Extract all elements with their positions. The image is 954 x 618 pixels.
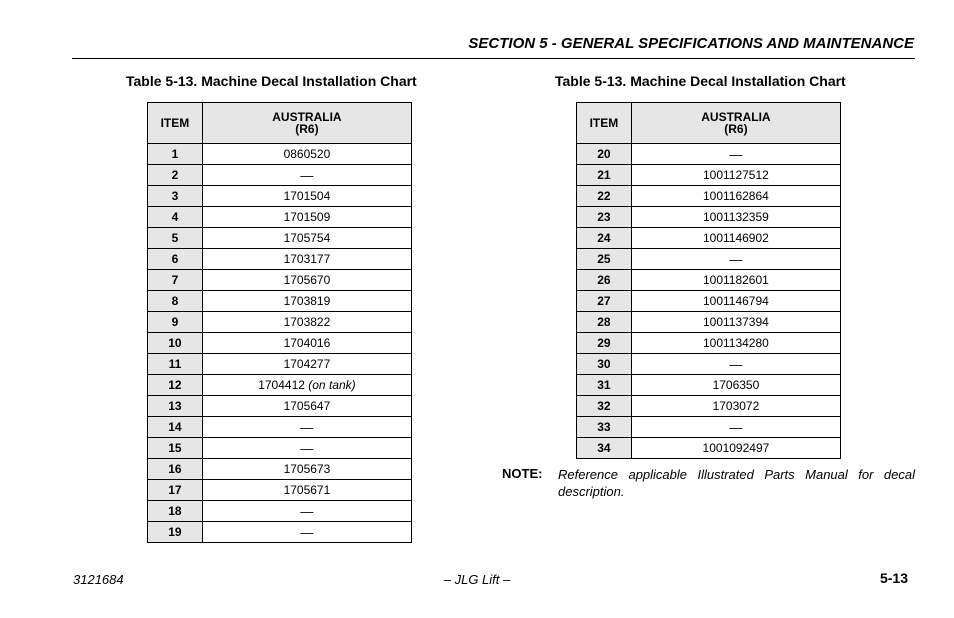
column-header-australia-line2: (R6) [295,122,319,136]
table-row [148,291,412,312]
part-number: 1706350 [712,378,760,392]
item-number-cell: 14 [148,417,203,438]
table-row [577,396,841,417]
part-number-cell [631,417,840,438]
part-number-cell [202,144,411,165]
part-number-cell [631,291,840,312]
part-number-cell [202,396,411,417]
part-number-cell [202,165,411,186]
item-number-cell: 21 [577,165,632,186]
note-label: NOTE: [502,466,543,481]
part-number-cell [202,459,411,480]
part-number: 1705647 [283,399,331,413]
table-row [148,228,412,249]
part-number: 1704277 [283,357,331,371]
item-number-cell: 3 [148,186,203,207]
part-number-cell [202,375,411,396]
part-number-cell [631,228,840,249]
item-number-cell: 30 [577,354,632,375]
part-number: 1001132359 [702,210,769,224]
item-number-cell: 17 [148,480,203,501]
item-number-cell: 31 [577,375,632,396]
part-number: 1701504 [283,189,331,203]
item-number-cell: 27 [577,291,632,312]
part-number-cell [202,417,411,438]
part-number: 1701509 [283,210,331,224]
item-number-cell: 5 [148,228,203,249]
table-row [577,144,841,165]
item-number-cell: 20 [577,144,632,165]
part-number: — [729,356,743,372]
table-row [148,333,412,354]
table-row [148,186,412,207]
table-row [148,354,412,375]
part-number-cell [631,270,840,291]
item-number-cell: 24 [577,228,632,249]
part-number: 1001092497 [702,441,770,455]
document-number: 3121684 [73,572,124,587]
part-number: — [300,419,314,435]
column-header-australia [202,103,411,144]
table-row [148,417,412,438]
table-row [148,165,412,186]
part-number-cell [631,396,840,417]
part-number-cell [631,165,840,186]
table-row [577,228,841,249]
part-number: — [300,524,314,540]
page-number: 5-13 [879,570,908,586]
item-number-cell: 28 [577,312,632,333]
part-number: — [729,251,743,267]
part-number-cell [631,438,840,459]
part-number-cell [631,186,840,207]
item-number-cell: 7 [148,270,203,291]
part-number: 1703072 [712,399,760,413]
item-number-cell: 33 [577,417,632,438]
part-number-cell [202,270,411,291]
item-number-cell: 11 [148,354,203,375]
table-row [148,249,412,270]
part-number-cell [631,354,840,375]
part-number-cell [631,333,840,354]
item-number-cell: 25 [577,249,632,270]
part-number: 1705671 [283,483,331,497]
decal-table-left [147,102,412,543]
table-row [577,270,841,291]
table-row [148,207,412,228]
part-number: 1001182601 [702,273,769,287]
part-number: 1001134280 [702,336,769,350]
table-row [577,312,841,333]
table-row [148,480,412,501]
part-number-cell [202,438,411,459]
table-row [577,207,841,228]
part-number-cell [202,312,411,333]
table-row [148,438,412,459]
item-number-cell: 9 [148,312,203,333]
part-number: 1705754 [283,231,331,245]
part-number-cell [202,354,411,375]
table-row [148,396,412,417]
table-row [577,354,841,375]
part-number-cell [202,480,411,501]
table-row [148,522,412,543]
item-number-cell: 34 [577,438,632,459]
table-header-row [577,103,841,144]
item-number-cell: 8 [148,291,203,312]
item-number-cell: 19 [148,522,203,543]
part-number: — [729,146,743,162]
table-row [577,249,841,270]
part-number: 1001127512 [702,168,769,182]
table-row [148,312,412,333]
column-header-australia [631,103,840,144]
item-number-cell: 1 [148,144,203,165]
item-number-cell: 32 [577,396,632,417]
part-number: — [729,419,743,435]
note-text: Reference applicable Illustrated Parts Manual for decal description. [558,467,915,499]
part-number-cell [202,228,411,249]
part-number: 1001146902 [702,231,769,245]
column-header-australia-line2: (R6) [724,122,748,136]
item-number-cell: 12 [148,375,203,396]
table-row [148,270,412,291]
table-row [577,417,841,438]
part-number-cell [202,249,411,270]
part-number-cell [202,501,411,522]
item-number-cell: 26 [577,270,632,291]
part-location-note: (on tank) [308,378,356,392]
section-title: SECTION 5 - GENERAL SPECIFICATIONS AND MAINTENANCE [468,35,914,52]
part-number: 1001162864 [702,189,769,203]
part-number: 1705673 [283,462,331,476]
table-row [148,144,412,165]
part-number-cell [631,144,840,165]
item-number-cell: 15 [148,438,203,459]
part-number: 1705670 [283,273,331,287]
column-header-australia-line1: AUSTRALIA [701,110,771,124]
table-row [577,165,841,186]
part-number: 1001146794 [702,294,769,308]
item-number-cell: 6 [148,249,203,270]
decal-table-right [576,102,841,459]
table-row [577,375,841,396]
item-number-cell: 18 [148,501,203,522]
part-number: — [300,167,314,183]
table-row [577,186,841,207]
table-header-row [148,103,412,144]
column-header-item: ITEM [148,103,203,144]
item-number-cell: 4 [148,207,203,228]
part-number: 1001137394 [702,315,769,329]
item-number-cell: 29 [577,333,632,354]
table-row [577,291,841,312]
part-number-cell [202,522,411,543]
table-caption-right: Table 5-13. Machine Decal Installation Chart [555,73,846,89]
column-header-australia-line1: AUSTRALIA [272,110,342,124]
header-divider [72,58,915,59]
part-number-cell [202,291,411,312]
part-number: 1704016 [283,336,331,350]
part-number: 1703177 [283,252,331,266]
part-number: 1703822 [283,315,331,329]
table-row [577,333,841,354]
column-header-item: ITEM [577,103,632,144]
table-row [148,459,412,480]
item-number-cell: 13 [148,396,203,417]
part-number-cell [631,249,840,270]
part-number-cell [202,186,411,207]
table-row [148,501,412,522]
item-number-cell: 2 [148,165,203,186]
item-number-cell: 10 [148,333,203,354]
part-number-cell [631,207,840,228]
item-number-cell: 23 [577,207,632,228]
footer-brand: – JLG Lift – [443,572,511,587]
table-row [148,375,412,396]
part-number: 1704412 [258,378,305,392]
part-number: 1703819 [283,294,331,308]
table-row [577,438,841,459]
part-number-cell [202,207,411,228]
part-number: — [300,440,314,456]
part-number: 0860520 [283,147,331,161]
item-number-cell: 16 [148,459,203,480]
part-number-cell [202,333,411,354]
item-number-cell: 22 [577,186,632,207]
table-caption-left: Table 5-13. Machine Decal Installation Chart [126,73,417,89]
part-number-cell [631,312,840,333]
part-number: — [300,503,314,519]
part-number-cell [631,375,840,396]
